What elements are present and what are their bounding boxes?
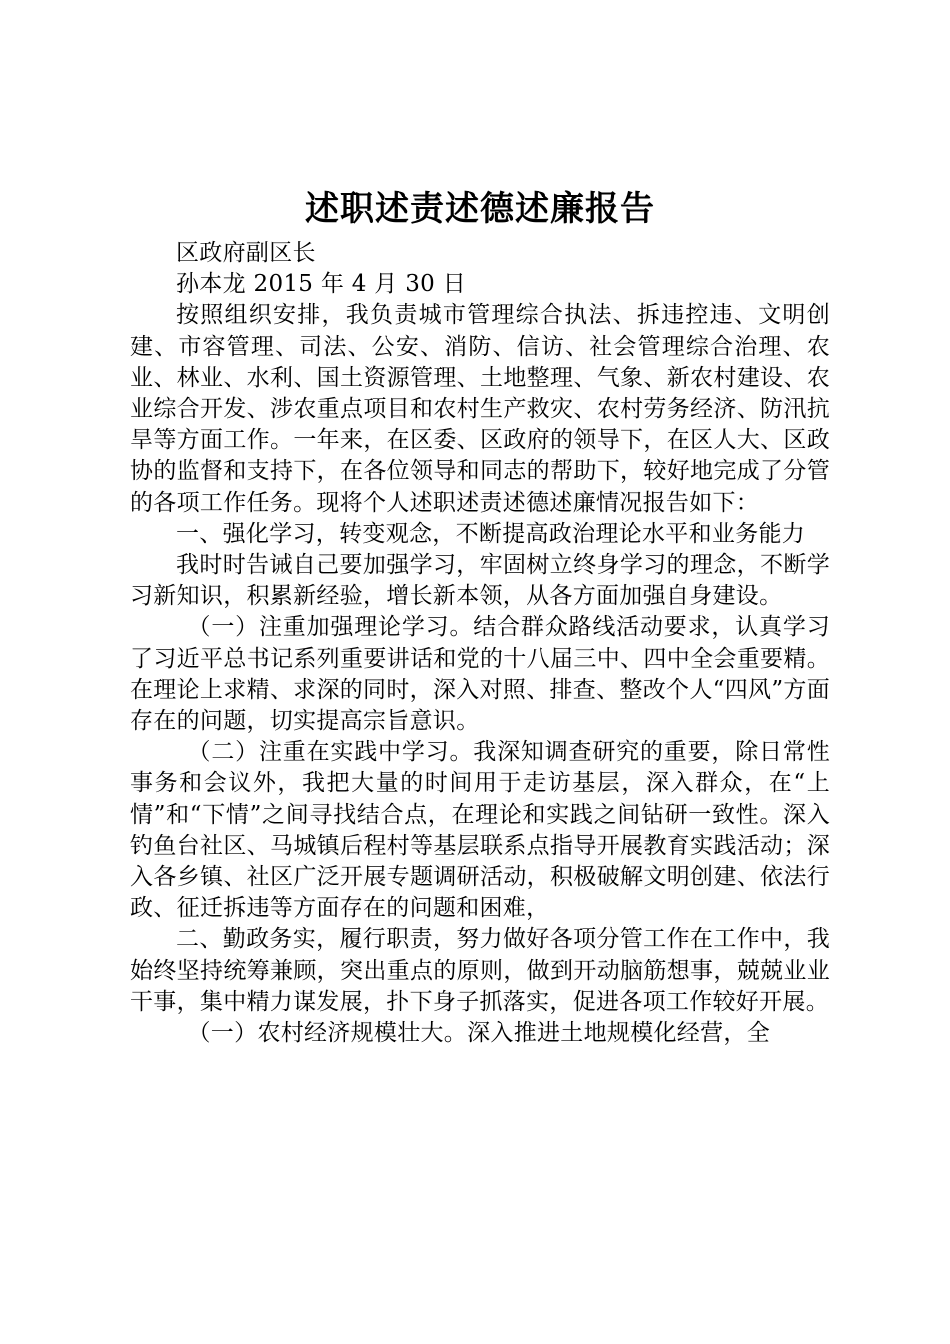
document-page [130,180,830,1049]
paragraph-theory-study: （一）注重加强理论学习。结合群众路线活动要求，认真学习了习近平总书记系列重要讲话和党的十八届三中、四中全会重要精。在理论上求精、求深的同时，深入对照、排查、整改个人“四风”方面存在的问题，切实提高宗旨意识。 [130,614,830,735]
author-date: 孙本龙 2015 年 4 月 30 日 [176,271,466,298]
section-heading-2: 二、勤政务实，履行职责，努力做好各项分管工作在工作中，我始终坚持统筹兼顾，突出重点的原则，做到开动脑筋想事，兢兢业业干事，集中精力谋发展，扑下身子抓落实，促进各项工作较好开展。 [130,926,830,1015]
paragraph-rural-economy: （一）农村经济规模壮大。深入推进土地规模化经营，全 [187,1020,770,1047]
document-body [130,238,830,1049]
paragraph-study: 我时时告诫自己要加强学习，牢固树立终身学习的理念，不断学习新知识，积累新经验，增长新本领，从各方面加强自身建设。 [130,552,830,610]
paragraph-practice-study: （二）注重在实践中学习。我深知调查研究的重要，除日常性事务和会议外，我把大量的时间用于走访基层，深入群众，在“上情”和“下情”之间寻找结合点，在理论和实践之间钻研一致性。深入钓鱼台社区、马城镇后程村等基层联系点指导开展教育实践活动；深入各乡镇、社区广泛开展专题调研活动，积极破解文明创建、依法行政、征迁拆违等方面存在的问题和困难， [130,739,830,922]
section-heading-1: 一、强化学习，转变观念，不断提高政治理论水平和业务能力 [176,520,806,547]
document-title: 述职述责述德述廉报告 [305,189,655,229]
paragraph-intro: 按照组织安排，我负责城市管理综合执法、拆违控违、文明创建、市容管理、司法、公安、消防、信访、社会管理综合治理、农业、林业、水利、国土资源管理、土地整理、气象、新农村建设、农业综合开发、涉农重点项目和农村生产救灾、农村劳务经济、防汛抗旱等方面工作。一年来，在区委、区政府的领导下，在区人大、区政协的监督和支持下，在各位领导和同志的帮助下，较好地完成了分管的各项工作任务。现将个人述职述责述德述廉情况报告如下： [130,302,830,516]
author-position: 区政府副区长 [176,240,316,266]
